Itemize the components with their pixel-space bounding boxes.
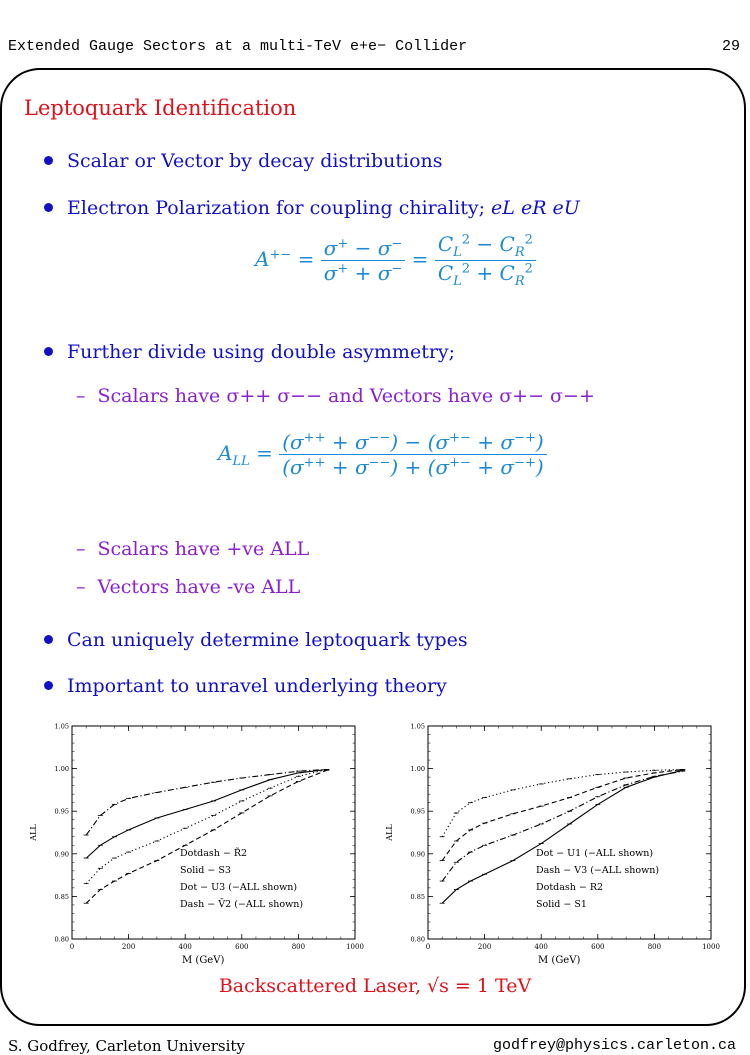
legend-entry: Solid − S1 bbox=[536, 899, 587, 910]
all-vs-mass-plot-right bbox=[376, 718, 721, 968]
legend-entry: Solid − S3 bbox=[180, 865, 231, 876]
bullet-icon bbox=[44, 347, 53, 356]
bullet-item bbox=[44, 629, 468, 651]
x-tick-label: 0 bbox=[425, 943, 431, 951]
footer-email: godfrey@physics.carleton.ca bbox=[492, 1037, 736, 1054]
all-vs-mass-plot-left bbox=[20, 718, 365, 968]
bullet-icon bbox=[44, 203, 53, 212]
sub-bullet-item: – Scalars have σ++ σ−− and Vectors have σ+− σ−+ bbox=[76, 385, 595, 407]
data-series-line bbox=[86, 770, 327, 836]
bullet-text: Electron Polarization for coupling chirality; bbox=[67, 197, 485, 219]
y-tick-label: 0.85 bbox=[54, 892, 69, 901]
y-tick-label: 0.90 bbox=[54, 850, 69, 859]
y-tick-label: 0.90 bbox=[410, 850, 425, 859]
legend-entry: Dash − V̄2 (−ALL shown) bbox=[180, 899, 304, 910]
bullet-text: Further divide using double asymmetry; bbox=[67, 341, 456, 363]
x-tick-label: 600 bbox=[591, 943, 605, 951]
y-tick-label: 0.85 bbox=[410, 892, 425, 901]
y-tick-label: 0.80 bbox=[410, 935, 425, 944]
page-number: 29 bbox=[721, 38, 740, 55]
y-tick-label: 0.95 bbox=[410, 807, 425, 816]
bullet-icon bbox=[44, 156, 53, 165]
bullet-icon bbox=[44, 681, 53, 690]
data-series-line bbox=[86, 770, 327, 859]
legend-entry: Dot − U1 (−ALL shown) bbox=[536, 848, 654, 859]
y-tick-label: 1.00 bbox=[410, 765, 425, 774]
bullet-item bbox=[44, 150, 443, 172]
y-tick-label: 1.00 bbox=[54, 765, 69, 774]
equation-double-asymmetry: $A_{LL}$ = $\frac{(\sigma^{++} + \sigma^{--}) - (\sigma^{+-} + \sigma^{-+})}{(\sigma^{++} + \sigma^{--}) + (\sigma^{+-} + \sigma^{-+})}$ bbox=[218, 430, 547, 479]
y-tick-label: 0.80 bbox=[54, 935, 69, 944]
figure-caption: Backscattered Laser, √s = 1 TeV bbox=[218, 975, 532, 997]
sub-bullet-text: Vectors have -ve ALL bbox=[97, 576, 301, 598]
bullet-item bbox=[44, 675, 447, 697]
x-tick-label: 200 bbox=[477, 943, 492, 951]
legend-entry: Dash − V3 (−ALL shown) bbox=[536, 865, 660, 876]
x-tick-label: 0 bbox=[69, 943, 75, 951]
slide-title: Leptoquark Identification bbox=[24, 96, 297, 120]
sub-bullet-item: – Scalars have +ve ALL bbox=[76, 538, 310, 560]
sub-bullet-item: – Vectors have -ve ALL bbox=[76, 576, 301, 598]
x-axis-label: M (GeV) bbox=[182, 955, 225, 966]
x-tick-label: 200 bbox=[121, 943, 136, 951]
bullet-icon bbox=[44, 635, 53, 644]
sub-bullet-text: Scalars have +ve ALL bbox=[97, 538, 310, 560]
x-tick-label: 400 bbox=[534, 943, 548, 951]
y-tick-label: 1.05 bbox=[410, 722, 425, 731]
x-tick-label: 800 bbox=[291, 943, 306, 951]
x-tick-label: 600 bbox=[235, 943, 249, 951]
legend-entry: Dotdash − R̃2 bbox=[180, 848, 248, 859]
page-header-title: Extended Gauge Sectors at a multi-TeV e+e− Collider bbox=[8, 38, 468, 55]
footer-author: S. Godfrey, Carleton University bbox=[8, 1037, 245, 1055]
legend-entry: Dot − U3 (−ALL shown) bbox=[180, 882, 298, 893]
y-axis-label: ALL bbox=[29, 824, 38, 841]
bullet-math: eL eR eU bbox=[491, 197, 580, 219]
bullet-text: Can uniquely determine leptoquark types bbox=[67, 629, 468, 651]
y-tick-label: 0.95 bbox=[54, 807, 69, 816]
x-tick-label: 400 bbox=[178, 943, 192, 951]
bullet-item bbox=[44, 341, 455, 363]
y-axis-label: ALL bbox=[385, 824, 394, 841]
x-tick-label: 1000 bbox=[702, 943, 720, 951]
bullet-text: Important to unravel underlying theory bbox=[67, 675, 447, 697]
bullet-text: Scalar or Vector by decay distributions bbox=[67, 150, 443, 172]
x-tick-label: 800 bbox=[647, 943, 662, 951]
sub-bullet-text: Scalars have σ++ σ−− and Vectors have σ+− σ−+ bbox=[97, 385, 595, 407]
data-series-line bbox=[442, 770, 683, 861]
equation-polarization-asymmetry: A+− = $\frac{\sigma^+ - \sigma^-}{\sigma^+ + \sigma^-}$ = $\frac{C_L^2 - C_R^2}{C_L^2 + C_R^2}$ bbox=[255, 232, 536, 289]
x-axis-label: M (GeV) bbox=[538, 955, 581, 966]
x-tick-label: 1000 bbox=[346, 943, 364, 951]
y-tick-label: 1.05 bbox=[54, 722, 69, 731]
legend-entry: Dotdash − R2 bbox=[536, 882, 604, 893]
bullet-item bbox=[44, 197, 580, 219]
